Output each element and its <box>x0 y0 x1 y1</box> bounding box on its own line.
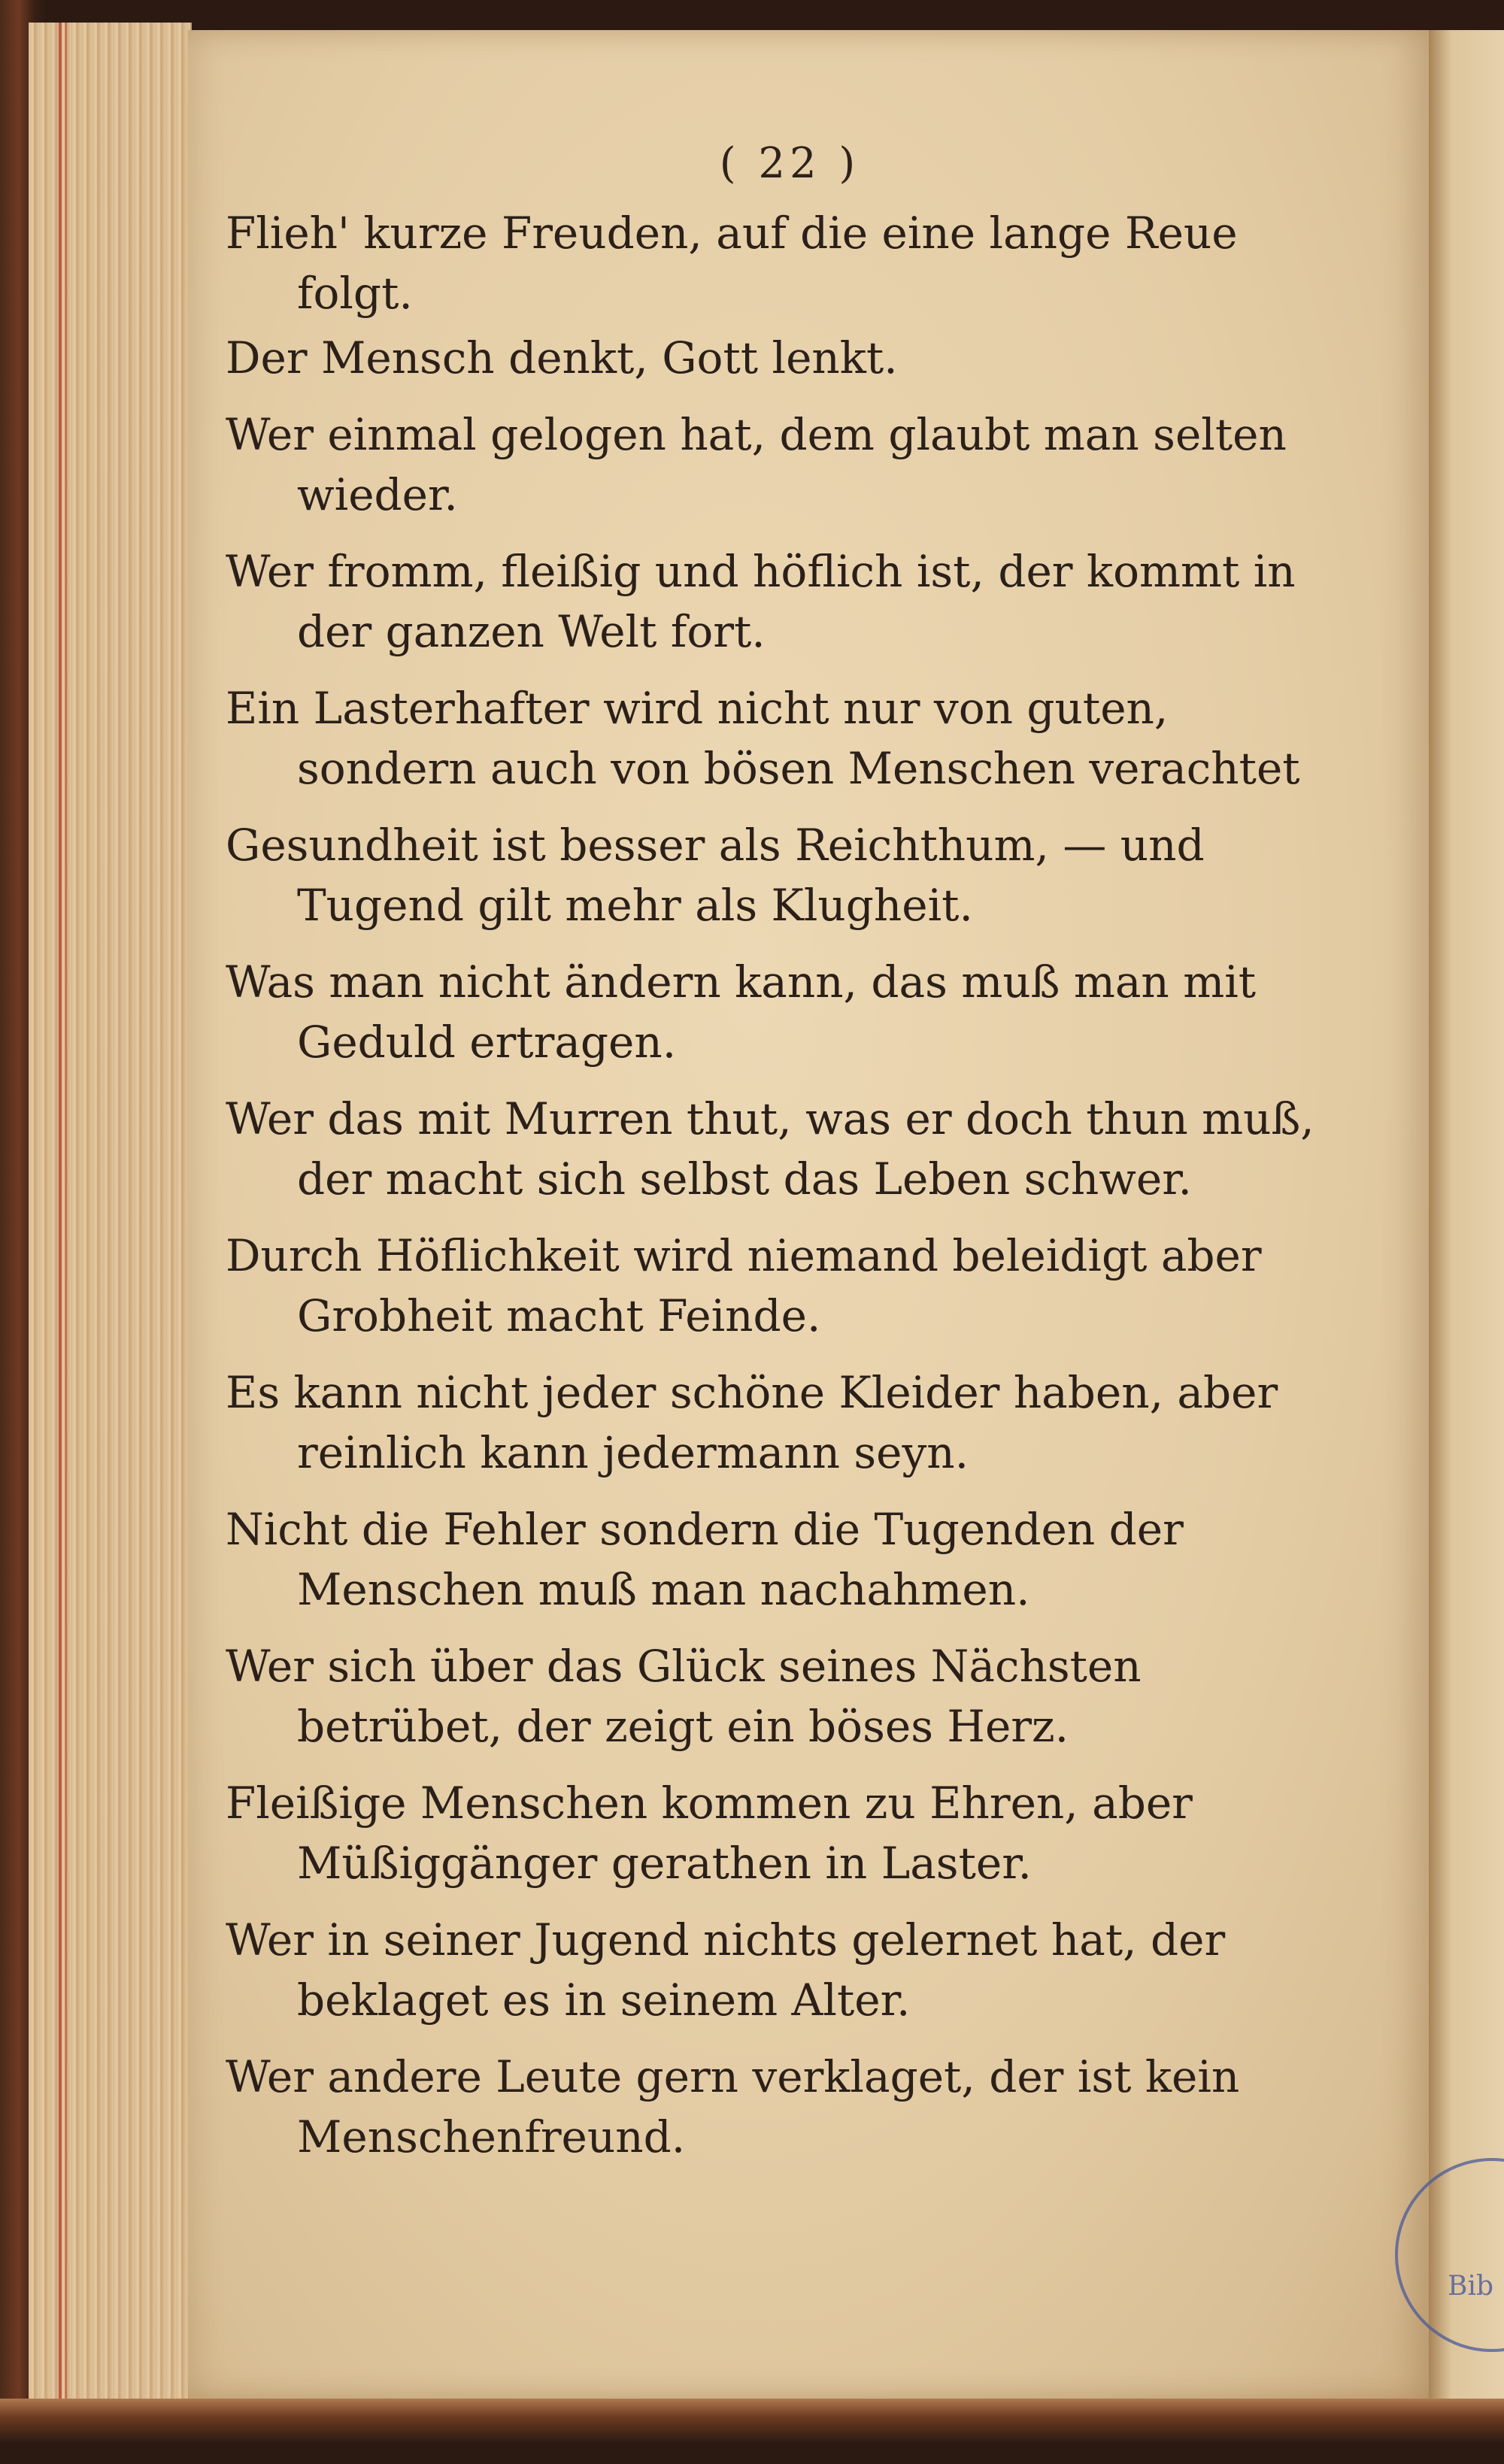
proverb: Wer in seiner Jugend nichts gelernet hat, der beklaget es in seinem Alter. <box>226 1914 1226 2026</box>
proverb: Ein Lasterhafter wird nicht nur von guten, sondern auch von bösen Menschen verachtet <box>226 683 1300 794</box>
page-edges-left <box>29 23 192 2414</box>
proverb-list <box>226 203 1354 2184</box>
proverb: Wer andere Leute gern verklaget, der ist kein Menschenfreund. <box>226 2051 1240 2162</box>
proverb: Wer sich über das Glück seines Nächsten betrübet, der zeigt ein böses Herz. <box>226 1641 1142 1752</box>
proverb: Fleißige Menschen kommen zu Ehren, aber Müßiggänger gerathen in Laster. <box>226 1778 1193 1889</box>
proverb: Der Mensch denkt, Gott lenkt. <box>226 332 898 383</box>
proverb: Nicht die Fehler sondern die Tugenden der Menschen muß man nachahmen. <box>226 1504 1184 1615</box>
proverb: Wer fromm, fleißig und höflich ist, der kommt in der ganzen Welt fort. <box>226 546 1296 657</box>
page-number: ( 22 ) <box>719 139 860 188</box>
proverb: Flieh' kurze Freuden, auf die eine lange Reue folgt. <box>226 208 1238 319</box>
library-stamp-text: Bib <box>1448 2271 1494 2302</box>
proverb: Wer einmal gelogen hat, dem glaubt man selten wieder. <box>226 409 1287 520</box>
proverb: Es kann nicht jeder schöne Kleider haben, aber reinlich kann jedermann seyn. <box>226 1367 1278 1478</box>
proverb: Was man nicht ändern kann, das muß man mit Geduld ertragen. <box>226 956 1257 1068</box>
facing-page-edge <box>1429 30 1504 2399</box>
proverb: Gesundheit ist besser als Reichthum, — und Tugend gilt mehr als Klugheit. <box>226 820 1205 931</box>
book-bottom-edge <box>0 2399 1504 2464</box>
proverb: Durch Höflichkeit wird niemand beleidigt aber Grobheit macht Feinde. <box>226 1230 1262 1341</box>
proverb: Wer das mit Murren thut, was er doch thun muß, der macht sich selbst das Leben schwer. <box>226 1093 1314 1205</box>
